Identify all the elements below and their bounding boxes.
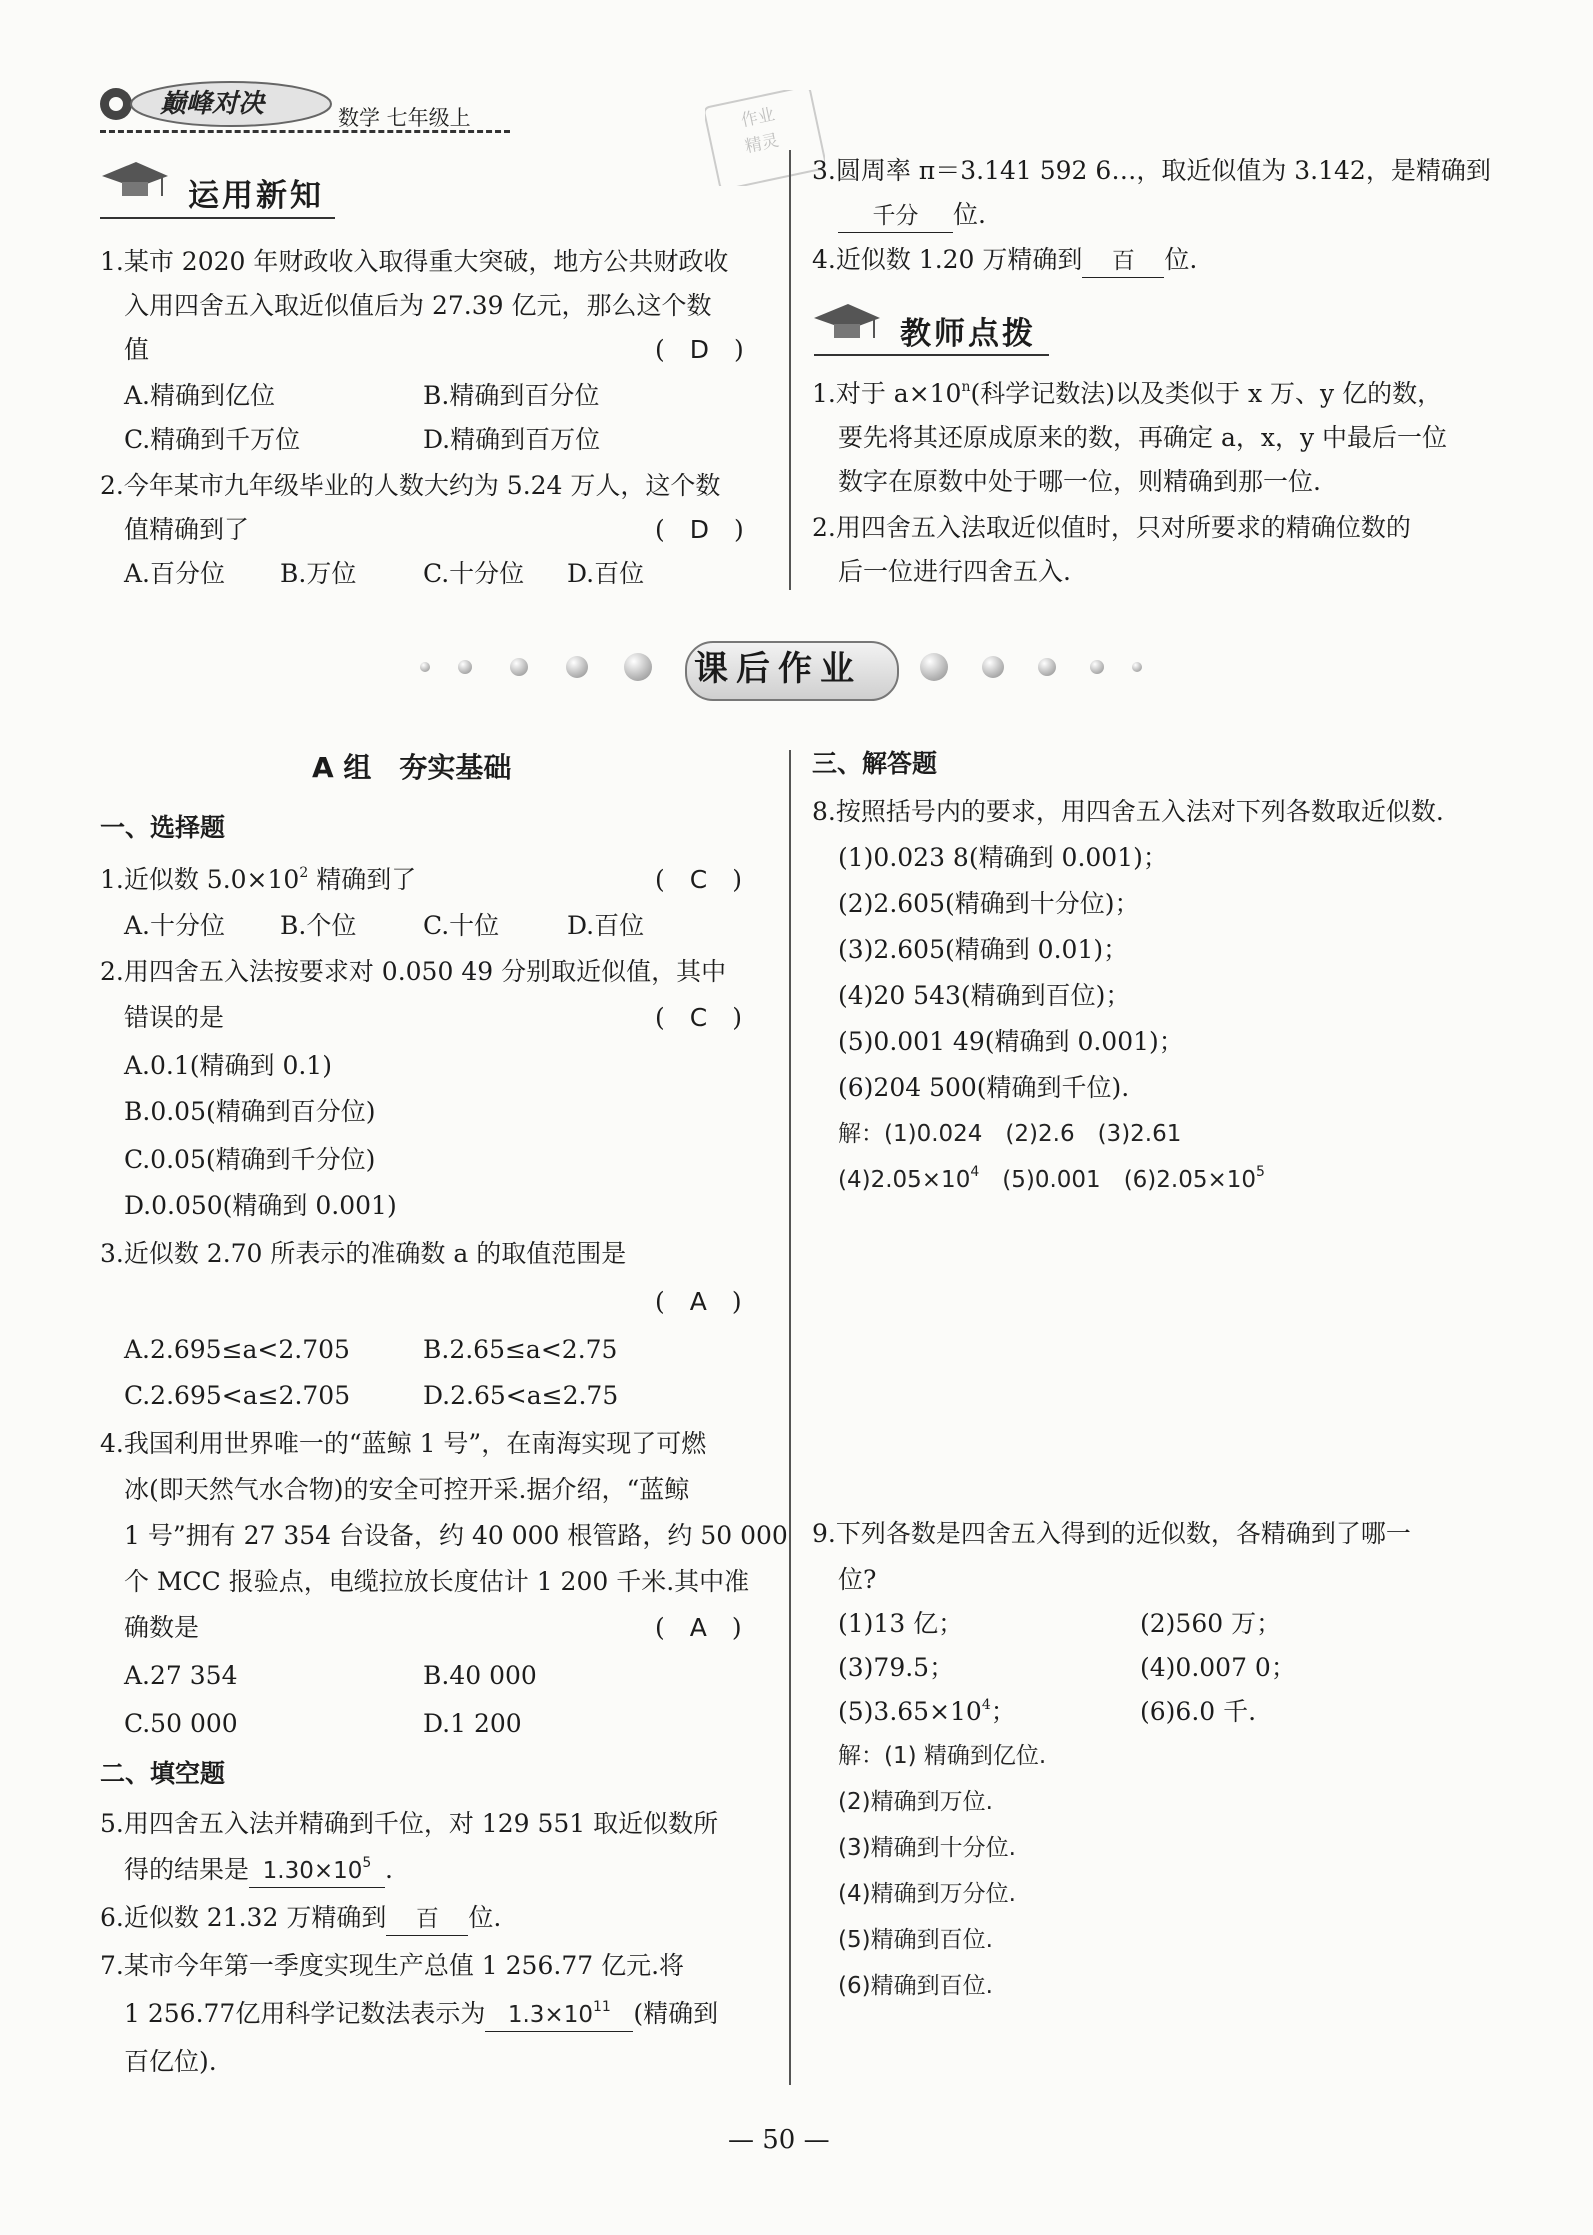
ga-q7-line3: 百亿位). [124,2047,217,2076]
ga-q1-answer: ( C ) [655,865,742,894]
ga-q1-opt-d: D.百位 [567,911,645,940]
yy-q4-tail: 位. [1164,245,1198,274]
jd-q8-item-5: (5)0.001 49(精确到 0.001)； [838,1027,1184,1056]
yy-q3-line1: 3.圆周率 π＝3.141 592 6…，取近似值为 3.142，是精确到 [812,156,1491,185]
section-title-yunyong: 运用新知 [188,178,324,214]
ga-q7-tail: (精确到 [633,1999,719,2028]
yy-q2-line1: 2.今年某市九年级毕业的人数大约为 5.24 万人，这个数 [100,471,721,500]
jd-q9-i5-post: ； [990,1697,1016,1726]
js-p1-sup: n [961,378,971,395]
ga-q2-answer: ( C ) [655,1003,742,1032]
yy-q1-line1: 1.某市 2020 年财政收入取得重大突破，地方公共财政收 [100,247,729,276]
jd-q9-item-3: (3)79.5； [838,1653,955,1682]
banner-dots-right [920,648,1180,688]
ga-q6-tail: 位. [468,1903,502,1932]
ga-q3-opt-b: B.2.65≤a<2.75 [423,1335,618,1364]
yy-q3-blank: 千分 [838,200,953,233]
sec1-title: 一、选择题 [100,813,226,842]
ga-q6-pre: 6.近似数 21.32 万精确到 [100,1903,387,1932]
page-number: — 50 — [728,2125,830,2155]
jd-q9-item-2: (2)560 万； [1140,1609,1282,1638]
ga-q5-line1: 5.用四舍五入法并精确到千位，对 129 551 取近似数所 [100,1809,719,1838]
ga-q7-blank-sup: 11 [592,1999,611,2016]
ga-q3-opt-a: A.2.695≤a<2.705 [124,1335,350,1364]
ga-q1-post: 精确到了 [308,865,417,894]
yy-q1-answer-value: D [689,335,710,364]
section-underline-yunyong [100,217,335,219]
ga-q4-line4: 个 MCC 报验点，电缆拉放长度估计 1 200 千米.其中准 [124,1567,750,1596]
jd-q8-solution-1: 解：(1)0.024 (2)2.6 (3)2.61 [838,1121,1182,1147]
jd-q8-solution-2 [838,1164,1265,1196]
jd-q9-sol-3: (3)精确到十分位. [838,1835,1016,1861]
ga-q5-blank-sup: 5 [362,1855,372,1872]
yy-q1-answer: ( D ) [655,335,744,364]
ga-q2-answer-value: C [689,1003,708,1032]
jd-q9-sol-1: 解：(1) 精确到亿位. [838,1743,1047,1769]
ga-q3-opt-c: C.2.695<a≤2.705 [124,1381,351,1410]
ga-q2-opt-c: C.0.05(精确到千分位) [124,1145,376,1174]
ga-q7-blank: 1.3×10 [507,2002,593,2028]
section-underline-jiaoshi [814,354,1049,356]
ga-q3-answer: ( A ) [655,1287,742,1316]
ga-q4-answer-value: A [689,1613,707,1642]
jd-q9-item-4: (4)0.007 0； [1140,1653,1296,1682]
jd-q9-sol-2: (2)精确到万位. [838,1789,993,1815]
jd-q8-line1: 8.按照括号内的要求，用四舍五入法对下列各数取近似数. [812,797,1444,826]
header-book-title: 数学 七年级上 [338,106,471,130]
watermark-stamp [705,90,825,186]
jd-q8-item-3: (3)2.605(精确到 0.01)； [838,935,1129,964]
yy-q2-opt-a: A.百分位 [124,559,226,588]
ga-q1-opt-c: C.十位 [423,911,500,940]
ga-q5-blank: 1.30×10 [262,1858,363,1884]
ga-q7-pre: 1 256.77亿用科学记数法表示为 [124,1999,486,2028]
section-title-jiaoshi: 教师点拨 [900,316,1036,352]
yy-q4-blank: 百 [1082,245,1164,278]
jd-q9-i5-pre: (5)3.65×10 [838,1697,982,1726]
yy-q3-line2 [838,199,986,233]
ga-q4-line3: 1 号”拥有 27 354 台设备，约 40 000 根管路，约 50 000 [124,1521,788,1550]
jd-q8-item-1: (1)0.023 8(精确到 0.001)； [838,843,1168,872]
ga-q3-opt-d: D.2.65<a≤2.75 [423,1381,619,1410]
ga-q4-line1: 4.我国利用世界唯一的“蓝鲸 1 号”，在南海实现了可燃 [100,1429,707,1458]
section-icon-jiaoshi [812,300,882,346]
yy-q2-opt-c: C.十分位 [423,559,525,588]
ga-q1-opt-a: A.十分位 [124,911,226,940]
ga-q3-line1: 3.近似数 2.70 所表示的准确数 a 的取值范围是 [100,1239,627,1268]
yy-q4-pre: 4.近似数 1.20 万精确到 [812,245,1083,274]
ga-q2-opt-d: D.0.050(精确到 0.001) [124,1191,397,1220]
yy-q2-answer: ( D ) [655,515,744,544]
header-brand: 巅峰对决 [160,89,265,119]
yy-q4-line [812,244,1197,278]
jd-q9-sol-5: (5)精确到百位. [838,1927,993,1953]
ga-q2-line2: 错误的是 [124,1003,225,1032]
ga-q4-answer: ( A ) [655,1613,742,1642]
ga-q4-line2: 冰(即天然气水合物)的安全可控开采.据介绍，“蓝鲸 [124,1475,690,1504]
ga-q1-opt-b: B.个位 [280,911,357,940]
sec3-title: 三、解答题 [812,749,938,778]
yy-q1-opt-c: C.精确到千万位 [124,425,301,454]
column-divider-bottom [789,750,791,2085]
header-rule [100,130,510,133]
ga-q1-stem [100,864,416,896]
jd-q9-item-6: (6)6.0 千. [1140,1697,1257,1726]
jd-q9-item-5 [838,1696,1016,1728]
ga-q4-opt-c: C.50 000 [124,1709,238,1738]
jd-q8-item-2: (2)2.605(精确到十分位)； [838,889,1140,918]
jd-q9-item-1: (1)13 亿； [838,1609,964,1638]
ga-q4-line5: 确数是 [124,1613,200,1642]
ga-q4-opt-d: D.1 200 [423,1709,522,1738]
jd-q8-item-6: (6)204 500(精确到千位). [838,1073,1130,1102]
column-divider-top [789,150,791,590]
yy-q2-opt-d: D.百位 [567,559,645,588]
yy-q1-line3: 值 [124,335,150,364]
mortarboard-icon [100,158,170,204]
ga-q1-sup: 2 [299,864,309,881]
jd-q9-line2: 位? [838,1565,877,1594]
jd-q9-line1: 9.下列各数是四舍五入得到的近似数，各精确到了哪一 [812,1519,1411,1548]
ga-q4-opt-b: B.40 000 [423,1661,537,1690]
ga-q6-line [100,1902,501,1936]
jd-q8-sol2-b: (5)0.001 (6)2.05×10 [979,1167,1257,1193]
banner-title: 课后作业 [694,649,862,689]
group-a-title: A 组 夯实基础 [312,751,512,784]
stamp-text-2: 精灵 [743,130,781,158]
yy-q2-answer-value: D [689,515,710,544]
yy-q1-opt-a: A.精确到亿位 [124,381,276,410]
jd-q8-sol2-a: (4)2.05×10 [838,1167,971,1193]
ga-q2-line1: 2.用四舍五入法按要求对 0.050 49 分别取近似值，其中 [100,957,727,986]
jd-q8-item-4: (4)20 543(精确到百位)； [838,981,1131,1010]
js-p1-post: (科学记数法)以及类似于 x 万、y 亿的数， [970,379,1443,408]
ga-q4-opt-a: A.27 354 [124,1661,238,1690]
ga-q1-pre: 1.近似数 5.0×10 [100,865,300,894]
js-p1-line3: 数字在原数中处于哪一位，则精确到那一位. [838,467,1321,496]
ga-q2-opt-a: A.0.1(精确到 0.1) [124,1051,332,1080]
js-p1-line2: 要先将其还原成原来的数，再确定 a，x，y 中最后一位 [838,423,1448,452]
jd-q9-i5-sup: 4 [981,1696,991,1713]
yy-q1-opt-d: D.精确到百万位 [423,425,601,454]
js-p1-pre: 1.对于 a×10 [812,379,962,408]
ga-q7-line2 [124,1998,718,2032]
ga-q3-answer-value: A [689,1287,707,1316]
sec2-title: 二、填空题 [100,1759,226,1788]
js-p2-line2: 后一位进行四舍五入. [838,557,1071,586]
yy-q2-opt-b: B.万位 [280,559,357,588]
jd-q8-sol2-b-sup: 5 [1256,1164,1265,1181]
js-p2-line1: 2.用四舍五入法取近似值时，只对所要求的精确位数的 [812,513,1411,542]
jd-q8-sol2-a-sup: 4 [970,1164,980,1181]
mortarboard-icon-2 [812,300,882,346]
ga-q5-line2 [124,1854,393,1888]
section-icon-yunyong [100,158,170,204]
ga-q2-opt-b: B.0.05(精确到百分位) [124,1097,376,1126]
js-p1-line1 [812,378,1442,410]
yy-q3-tail: 位. [953,200,986,229]
yy-q1-opt-b: B.精确到百分位 [423,381,600,410]
ga-q6-blank: 百 [386,1903,468,1936]
ga-q7-line1: 7.某市今年第一季度实现生产总值 1 256.77 亿元.将 [100,1951,685,1980]
yy-q2-line2: 值精确到了 [124,515,250,544]
yy-q1-line2: 入用四舍五入取近似值后为 27.39 亿元，那么这个数 [124,291,712,320]
jd-q9-sol-4: (4)精确到万分位. [838,1881,1016,1907]
ga-q5-pre: 得的结果是 [124,1855,250,1884]
jd-q9-sol-6: (6)精确到百位. [838,1973,993,1999]
stamp-text-1: 作业 [739,104,777,132]
ga-q5-tail: . [385,1855,393,1884]
ga-q1-answer-value: C [689,865,708,894]
banner-dots-left [420,648,680,688]
